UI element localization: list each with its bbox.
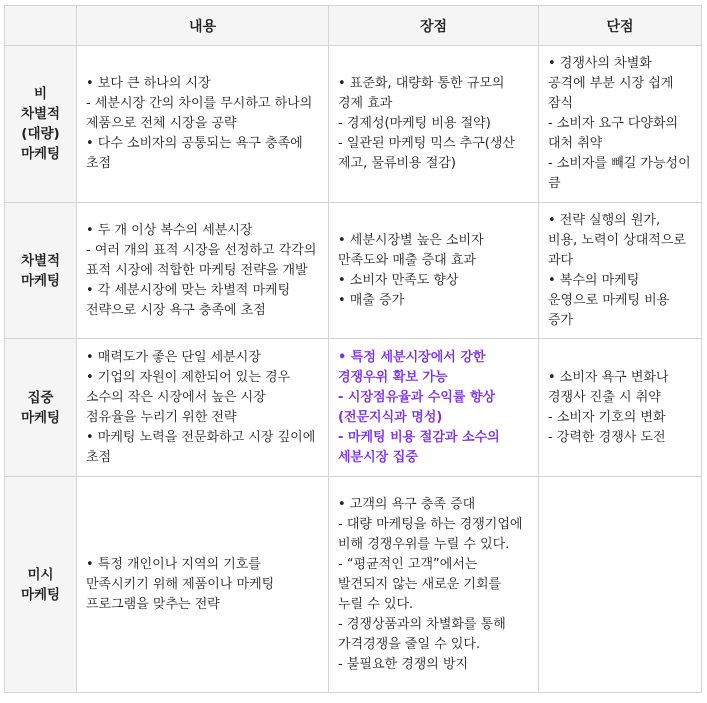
cons-cell (539, 339, 702, 477)
content-line: • 마케팅 노력을 전문화하고 시장 깊이에 초점 (86, 429, 316, 465)
pros-line-highlight: - 마케팅 비용 절감과 소수의 세분시장 집중 (338, 429, 500, 465)
table-row (5, 203, 702, 339)
row-label-undifferentiated (5, 46, 77, 203)
cons-line: • 복수의 마케팅 운영으로 마케팅 비용 증가 (548, 272, 670, 328)
content-line: • 다수 소비자의 공통되는 욕구 충족에 초점 (86, 136, 303, 171)
cons-line: - 강력한 경쟁사 도전 (548, 429, 666, 445)
label-line: 집중 (27, 389, 54, 406)
header-blank (5, 6, 77, 46)
cons-line: • 전략 실행의 원가, 비용, 노력이 상대적으로 과다 (548, 212, 686, 268)
content-cell (77, 46, 329, 203)
content-line: • 각 세분시장에 맞는 차별적 마케팅 전략으로 시장 욕구 충족에 초점 (86, 282, 291, 318)
pros-cell (329, 203, 539, 339)
pros-line-highlight: • 특정 세분시장에서 강한 경쟁우위 확보 가능 (338, 349, 486, 385)
label-line: 마케팅 (20, 586, 61, 603)
row-label-concentrated (5, 339, 77, 477)
marketing-strategy-table (4, 5, 702, 693)
header-row (5, 6, 702, 46)
pros-line: • 고객의 욕구 충족 증대 (338, 496, 476, 512)
pros-cell (329, 477, 539, 693)
label-line: 차별적 (20, 106, 61, 122)
pros-line: • 표준화, 대량화 통한 규모의 경제 효과 (338, 76, 505, 111)
label-line: 마케팅 (20, 146, 61, 162)
cons-cell (539, 46, 702, 203)
cons-cell (539, 203, 702, 339)
table-row (5, 477, 702, 693)
pros-line: • 소비자 만족도 향상 (338, 272, 459, 288)
cons-line: - 소비자 기호의 변화 (548, 409, 666, 425)
header-content: 내용 (77, 6, 329, 46)
pros-line: - 대량 마케팅을 하는 경쟁기업에 비해 경쟁우위를 누릴 수 있다. (338, 516, 523, 552)
content-line: • 특정 개인이나 지역의 기호를 만족시키기 위해 제품이나 마케팅 프로그램을 맞추는 전략 (86, 556, 275, 612)
label-line: 마케팅 (20, 409, 61, 426)
content-line: • 보다 큰 하나의 시장 (86, 76, 211, 91)
content-line: • 두 개 이상 복수의 세분시장 (86, 222, 253, 238)
content-cell (77, 477, 329, 693)
label-line: 비 (33, 86, 48, 102)
header-pros: 장점 (329, 6, 539, 46)
pros-cell (329, 46, 539, 203)
header-cons: 단점 (539, 6, 702, 46)
pros-line: - 일관된 마케팅 믹스 추구(생산 제고, 물류비용 절감) (338, 136, 515, 171)
pros-line-highlight: - 시장점유율과 수익률 향상(전문지식과 명성) (338, 389, 496, 425)
pros-line: - 경제성(마케팅 비용 절약) (338, 116, 491, 131)
cons-line: - 소비자를 빼길 가능성이 큼 (548, 156, 691, 191)
cons-line: • 소비자 욕구 변화나 경쟁사 진출 시 취약 (548, 369, 669, 405)
pros-line: - 경쟁상품과의 차별화를 통해 가격경쟁을 줄일 수 있다. (338, 616, 506, 652)
row-label-differentiated (5, 203, 77, 339)
content-cell (77, 203, 329, 339)
content-line: • 매력도가 좋은 단일 세분시장 (86, 349, 261, 365)
cons-cell-empty (539, 477, 702, 693)
table-row (5, 46, 702, 203)
cons-line: - 소비자 요구 다양화의 대처 취약 (548, 116, 679, 151)
content-line: - 세분시장 간의 차이를 무시하고 하나의 제품으로 전체 시장을 공략 (86, 96, 313, 131)
cons-line: • 경쟁사의 차별화 공격에 부분 시장 쉽게 잠식 (548, 56, 674, 111)
table-row (5, 339, 702, 477)
label-line: 차별적 (20, 252, 61, 269)
label-line: (대량) (21, 126, 60, 142)
content-cell (77, 339, 329, 477)
content-line: • 기업의 자원이 제한되어 있는 경우 소수의 작은 시장에서 높은 시장 점유율을 누리기 위한 전략 (86, 369, 291, 425)
pros-cell (329, 339, 539, 477)
pros-line: • 매출 증가 (338, 292, 405, 308)
label-line: 미시 (27, 566, 54, 583)
pros-line: - “평균적인 고객”에서는 발견되지 않는 새로운 기회를 누릴 수 있다. (338, 556, 502, 612)
label-line: 마케팅 (20, 272, 61, 289)
pros-line: • 세분시장별 높은 소비자 만족도와 매출 증대 효과 (338, 232, 484, 268)
table-wrapper (4, 5, 702, 693)
pros-line: - 불필요한 경쟁의 방지 (338, 656, 469, 672)
row-label-micro (5, 477, 77, 693)
content-line: - 여러 개의 표적 시장을 선정하고 각각의 표적 시장에 적합한 마케팅 전략을 개발 (86, 242, 317, 278)
